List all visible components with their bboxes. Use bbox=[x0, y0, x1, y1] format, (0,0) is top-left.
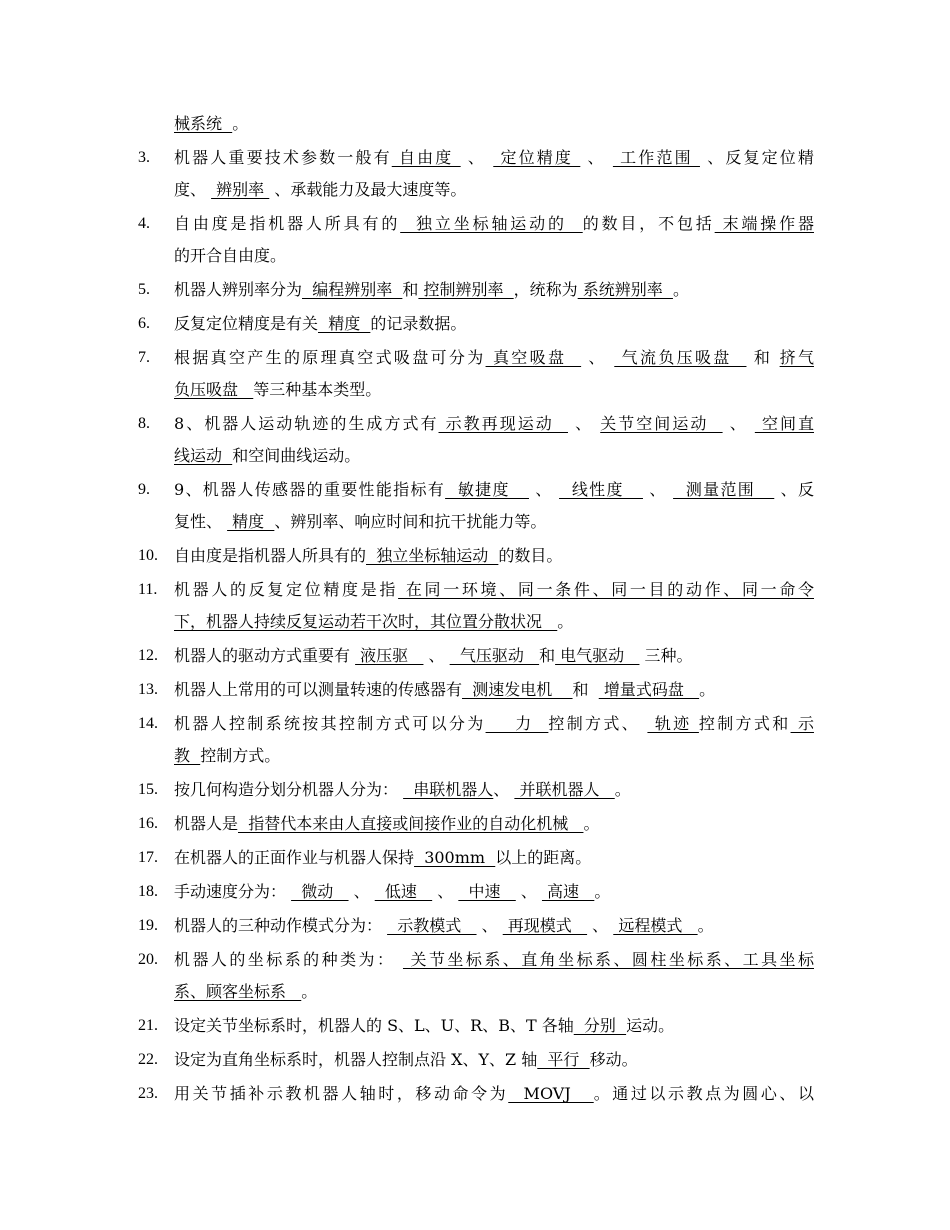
item-number: 12. bbox=[138, 647, 158, 664]
text-segment: 以上的距离。 bbox=[495, 848, 592, 867]
fill-in-answer: 指替代本来由人直接或间接作业的自动化机械 bbox=[238, 814, 584, 833]
fill-in-answer: 300mm bbox=[414, 848, 496, 867]
text-segment: 机器人是 bbox=[174, 814, 239, 833]
text-segment: 度、 bbox=[174, 180, 212, 199]
item-number: 15. bbox=[138, 781, 158, 798]
item-number: 4. bbox=[138, 215, 150, 232]
fill-in-answer: 轨迹 bbox=[647, 714, 699, 733]
text-segment: 、辨别率、响应时间和抗干扰能力等。 bbox=[274, 512, 547, 531]
line-text bbox=[174, 712, 814, 736]
item-number: 19. bbox=[138, 917, 158, 934]
item-number: 6. bbox=[138, 315, 150, 332]
text-segment: 、承载能力及最大速度等。 bbox=[269, 180, 467, 199]
text-segment: 的记录数据。 bbox=[370, 314, 467, 333]
line-text bbox=[174, 948, 814, 972]
text-segment: 移动。 bbox=[589, 1050, 638, 1069]
text-segment: 复性、 bbox=[174, 512, 228, 531]
line-text bbox=[174, 112, 814, 136]
fill-in-answer: 远程模式 bbox=[613, 916, 698, 935]
line-text bbox=[174, 244, 814, 268]
item-number: 22. bbox=[138, 1051, 158, 1068]
fill-in-answer: 串联机器人 bbox=[403, 780, 494, 799]
text-segment: 、 bbox=[432, 882, 459, 901]
fill-in-answer: 电气驱动 bbox=[555, 646, 640, 665]
fill-in-answer: 下，机器人持续反复运动若干次时，其位置分散状况 bbox=[174, 612, 558, 631]
text-segment: 机器人的坐标系的种类为： bbox=[174, 950, 403, 969]
text-segment: 机器人重要技术参数一般有 bbox=[174, 148, 392, 167]
line-text bbox=[174, 644, 814, 668]
fill-in-answer: 系统辨别率 bbox=[577, 280, 673, 299]
text-segment: 自由度是指机器人所具有的 bbox=[174, 546, 367, 565]
line-text bbox=[174, 312, 814, 336]
fill-in-answer: 微动 bbox=[291, 882, 349, 901]
text-segment: 设定为直角坐标系时，机器人控制点沿 X、Y、Z 轴 bbox=[174, 1050, 538, 1069]
text-segment: 手动速度分为： bbox=[174, 882, 292, 901]
line-text bbox=[174, 478, 814, 502]
fill-in-answer: 再现模式 bbox=[502, 916, 588, 935]
text-segment: 。 bbox=[614, 780, 631, 799]
text-segment: 、 bbox=[493, 780, 515, 799]
item-number: 20. bbox=[138, 951, 158, 968]
text-segment: 、 bbox=[642, 480, 674, 499]
line-text bbox=[174, 278, 814, 302]
fill-in-answer: 末端操作器 bbox=[714, 214, 814, 233]
text-segment: 。 bbox=[232, 114, 249, 133]
line-text bbox=[174, 812, 814, 836]
text-segment: 和空间曲线运动。 bbox=[232, 446, 361, 465]
fill-in-answer: 气流负压吸盘 bbox=[614, 348, 747, 367]
item-number: 7. bbox=[138, 349, 150, 366]
line-text bbox=[174, 1014, 814, 1038]
fill-in-answer: 分别 bbox=[573, 1016, 627, 1035]
text-segment: 、 bbox=[515, 882, 542, 901]
fill-in-answer: 控制辨别率 bbox=[418, 280, 514, 299]
fill-in-answer: 敏捷度 bbox=[445, 480, 529, 499]
text-segment: 、 bbox=[567, 414, 601, 433]
fill-in-answer: 编程辨别率 bbox=[302, 280, 403, 299]
fill-in-answer: 负压吸盘 bbox=[174, 380, 254, 399]
text-segment: 和 bbox=[539, 646, 556, 665]
line-text bbox=[174, 1048, 814, 1072]
text-segment: 设定关节坐标系时，机器人的 S、L、U、R、B、T 各轴 bbox=[174, 1016, 574, 1035]
fill-in-answer: 精度 bbox=[318, 314, 371, 333]
line-text bbox=[174, 146, 814, 170]
item-number: 3. bbox=[138, 149, 150, 166]
text-segment: 机器人辨别率分为 bbox=[174, 280, 303, 299]
text-segment: 的数目。 bbox=[498, 546, 563, 565]
fill-in-answer: 中速 bbox=[458, 882, 516, 901]
fill-in-answer: MOVJ bbox=[508, 1084, 594, 1103]
text-segment: 根据真空产生的原理真空式吸盘可分为 bbox=[174, 348, 486, 367]
text-segment: 。 bbox=[697, 916, 714, 935]
text-segment: 机器人的反复定位精度是指 bbox=[174, 580, 399, 599]
text-segment: 机器人的三种动作模式分为： bbox=[174, 916, 388, 935]
text-segment: 机器人控制系统按其控制方式可以分为 bbox=[174, 714, 486, 733]
text-segment: 、 bbox=[580, 148, 613, 167]
text-segment: 。 bbox=[699, 680, 716, 699]
fill-in-answer: 真空吸盘 bbox=[485, 348, 582, 367]
fill-in-answer: 独立坐标轴运动 bbox=[366, 546, 499, 565]
text-segment: 、反 bbox=[774, 480, 814, 499]
fill-in-answer: 低速 bbox=[374, 882, 433, 901]
fill-in-answer: 测量范围 bbox=[673, 480, 775, 499]
line-text bbox=[174, 846, 814, 870]
fill-in-answer: 示 bbox=[790, 714, 814, 733]
fill-in-answer: 示教再现运动 bbox=[438, 414, 568, 433]
item-number: 18. bbox=[138, 883, 158, 900]
text-segment: 在机器人的正面作业与机器人保持 bbox=[174, 848, 415, 867]
text-segment: 8、机器人运动轨迹的生成方式有 bbox=[174, 414, 439, 433]
fill-in-answer: 线性度 bbox=[559, 480, 643, 499]
line-text bbox=[174, 510, 814, 534]
fill-in-answer: 测速发电机 bbox=[462, 680, 573, 699]
fill-in-answer: 力 bbox=[485, 714, 549, 733]
fill-in-answer: 平行 bbox=[537, 1050, 590, 1069]
line-text bbox=[174, 778, 814, 802]
text-segment: 机器人上常用的可以测量转速的传感器有 bbox=[174, 680, 463, 699]
text-segment: 。通过以示教点为圆心、以 bbox=[593, 1084, 814, 1103]
text-segment: 。 bbox=[301, 982, 318, 1001]
text-segment: 、 bbox=[581, 348, 615, 367]
text-segment: 和 bbox=[572, 680, 599, 699]
fill-in-answer: 空间直 bbox=[754, 414, 814, 433]
text-segment: 机器人的驱动方式重要有 bbox=[174, 646, 356, 665]
text-segment: 控制方式。 bbox=[200, 746, 281, 765]
text-segment: 、 bbox=[348, 882, 375, 901]
line-text bbox=[174, 178, 814, 202]
text-segment: 等三种基本类型。 bbox=[253, 380, 382, 399]
fill-in-answer: 增量式码盘 bbox=[598, 680, 700, 699]
fill-in-answer: 液压驱 bbox=[355, 646, 424, 665]
text-segment: 。 bbox=[583, 814, 600, 833]
line-text bbox=[174, 578, 814, 602]
item-number: 9. bbox=[138, 481, 150, 498]
text-segment: 用关节插补示教机器人轴时，移动命令为 bbox=[174, 1084, 509, 1103]
text-segment: 。 bbox=[672, 280, 689, 299]
fill-in-answer: 在同一环境、同一条件、同一目的动作、同一命令 bbox=[398, 580, 814, 599]
line-text bbox=[174, 412, 814, 436]
line-text bbox=[174, 1082, 814, 1106]
text-segment: 、 bbox=[423, 646, 450, 665]
text-segment: ，统称为 bbox=[513, 280, 578, 299]
text-segment: 和 bbox=[402, 280, 419, 299]
line-text bbox=[174, 378, 814, 402]
fill-in-answer: 定位精度 bbox=[493, 148, 581, 167]
text-segment: 、 bbox=[528, 480, 560, 499]
fill-in-answer: 气压驱动 bbox=[449, 646, 540, 665]
line-text bbox=[174, 346, 814, 370]
text-segment: 。 bbox=[594, 882, 611, 901]
fill-in-answer: 挤气 bbox=[779, 348, 814, 367]
item-number: 21. bbox=[138, 1017, 158, 1034]
text-segment: 的数目，不包括 bbox=[582, 214, 715, 233]
text-segment: 的开合自由度。 bbox=[174, 246, 287, 265]
line-text bbox=[174, 980, 814, 1004]
text-segment: 控制方式、 bbox=[548, 714, 648, 733]
line-text bbox=[174, 678, 814, 702]
line-text bbox=[174, 212, 814, 236]
text-segment: 自由度是指机器人所具有的 bbox=[174, 214, 401, 233]
fill-in-answer: 关节坐标系、直角坐标系、圆柱坐标系、工具坐标 bbox=[402, 950, 814, 969]
text-segment: 、 bbox=[476, 916, 503, 935]
line-text bbox=[174, 444, 814, 468]
text-segment: 反复定位精度是有关 bbox=[174, 314, 319, 333]
text-segment: 、 bbox=[587, 916, 614, 935]
fill-in-answer: 工作范围 bbox=[612, 148, 700, 167]
fill-in-answer: 独立坐标轴运动的 bbox=[400, 214, 583, 233]
text-segment: 运动。 bbox=[626, 1016, 675, 1035]
item-number: 16. bbox=[138, 815, 158, 832]
fill-in-answer: 并联机器人 bbox=[514, 780, 615, 799]
fill-in-answer: 教 bbox=[174, 746, 201, 765]
item-number: 14. bbox=[138, 715, 158, 732]
line-text bbox=[174, 544, 814, 568]
fill-in-answer: 高速 bbox=[541, 882, 595, 901]
fill-in-answer: 示教模式 bbox=[387, 916, 477, 935]
fill-in-answer: 线运动 bbox=[174, 446, 233, 465]
fill-in-answer: 精度 bbox=[227, 512, 275, 531]
line-text bbox=[174, 914, 814, 938]
text-segment: 、 bbox=[460, 148, 494, 167]
item-number: 13. bbox=[138, 681, 158, 698]
item-number: 5. bbox=[138, 281, 150, 298]
item-number: 23. bbox=[138, 1085, 158, 1102]
text-segment: 。 bbox=[557, 612, 574, 631]
fill-in-answer: 辨别率 bbox=[211, 180, 270, 199]
fill-in-answer: 关节空间运动 bbox=[600, 414, 723, 433]
line-text bbox=[174, 610, 814, 634]
line-text bbox=[174, 880, 814, 904]
text-segment: 、 bbox=[722, 414, 755, 433]
fill-in-answer: 系、顾客坐标系 bbox=[174, 982, 302, 1001]
text-segment: 、反复定位精 bbox=[699, 148, 814, 167]
text-segment: 按几何构造分划分机器人分为： bbox=[174, 780, 404, 799]
item-number: 10. bbox=[138, 547, 158, 564]
item-number: 8. bbox=[138, 415, 150, 432]
text-segment: 三种。 bbox=[639, 646, 693, 665]
item-number: 11. bbox=[138, 581, 158, 598]
text-segment: 9、机器人传感器的重要性能指标有 bbox=[174, 480, 446, 499]
item-number: 17. bbox=[138, 849, 158, 866]
text-segment: 和 bbox=[746, 348, 780, 367]
line-text bbox=[174, 744, 814, 768]
fill-in-answer: 械系统 bbox=[174, 114, 233, 133]
fill-in-answer: 自由度 bbox=[391, 148, 461, 167]
text-segment: 控制方式和 bbox=[698, 714, 791, 733]
